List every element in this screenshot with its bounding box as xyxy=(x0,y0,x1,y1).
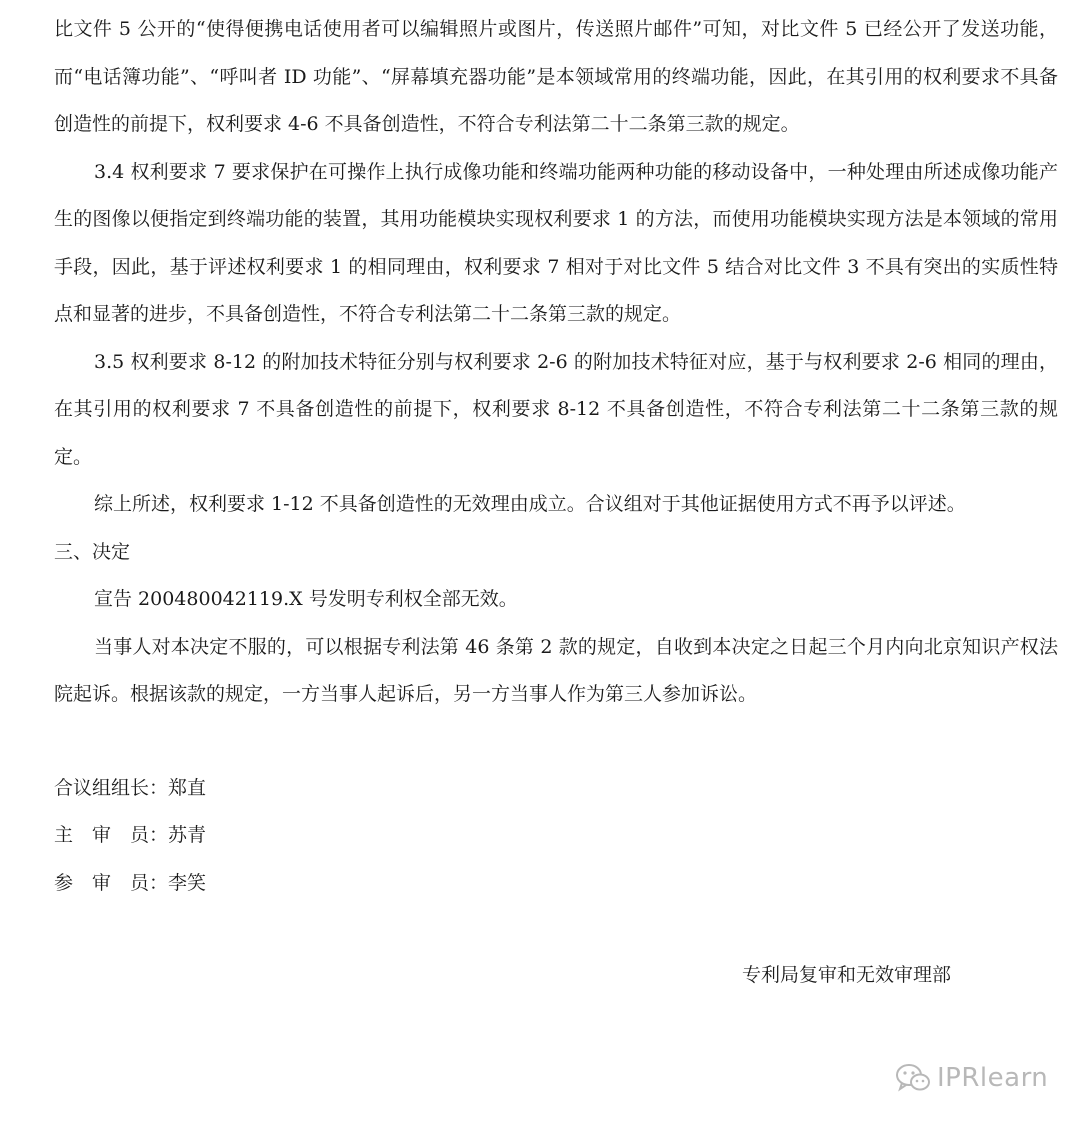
issuing-organization: 专利局复审和无效审理部 xyxy=(742,964,952,986)
section-heading-decision: 三、决定 xyxy=(54,540,131,563)
paragraph-3-5: 3.5 权利要求 8-12 的附加技术特征分别与权利要求 2-6 的附加技术特征对应，基于与权利要求 2-6 相同的理由，在其引用的权利要求 7 不具备创造性的前提下，权利要求 8-12 不具备创造性，不符合专利法第二十二条第三款的规定。 xyxy=(54,350,1058,468)
signature-panel-leader: 合议组组长：郑直 xyxy=(54,776,207,799)
decision-appeal-notice: 当事人对本决定不服的，可以根据专利法第 46 条第 2 款的规定，自收到本决定之日起三个月内向北京知识产权法院起诉。根据该款的规定，一方当事人起诉后，另一方当事人作为第三人参加诉讼。 xyxy=(54,635,1058,705)
document-page xyxy=(54,6,1058,907)
paragraph-summary: 综上所述，权利要求 1-12 不具备创造性的无效理由成立。合议组对于其他证据使用方式不再予以评述。 xyxy=(94,493,966,515)
decision-declaration: 宣告 200480042119.X 号发明专利权全部无效。 xyxy=(94,588,518,610)
signature-chief-examiner: 主 审 员：苏青 xyxy=(54,824,207,846)
paragraph-3-4: 3.4 权利要求 7 要求保护在可操作上执行成像功能和终端功能两种功能的移动设备中，一种处理由所述成像功能产生的图像以便指定到终端功能的装置，其用功能模块实现权利要求 1 的方法，而使用功能模块实现方法是本领域的常用手段，因此，基于评述权利要求 1 的相同理由，权利要求 7 相对于对比文件 5 结合对比文件 3 不具有突出的实质性特点和显著的进步，不具备创造性，不符合专利法第二十二条第三款的规定。 xyxy=(54,160,1058,325)
signature-participating-examiner: 参 审 员：李笑 xyxy=(54,871,207,894)
paragraph-claims-4-6: 比文件 5 公开的“使得便携电话使用者可以编辑照片或图片，传送照片邮件”可知，对比文件 5 已经公开了发送功能，而“电话簿功能”、“呼叫者 ID 功能”、“屏幕填充器功能”是本领域常用的终端功能，因此，在其引用的权利要求不具备创造性的前提下，权利要求 4-6 不具备创造性，不符合专利法第二十二条第三款的规定。 xyxy=(54,18,1058,135)
spacer xyxy=(54,719,1058,765)
watermark-text: IPRlearn xyxy=(937,1063,1049,1093)
wechat-icon xyxy=(895,1062,931,1094)
watermark xyxy=(895,1062,1048,1094)
